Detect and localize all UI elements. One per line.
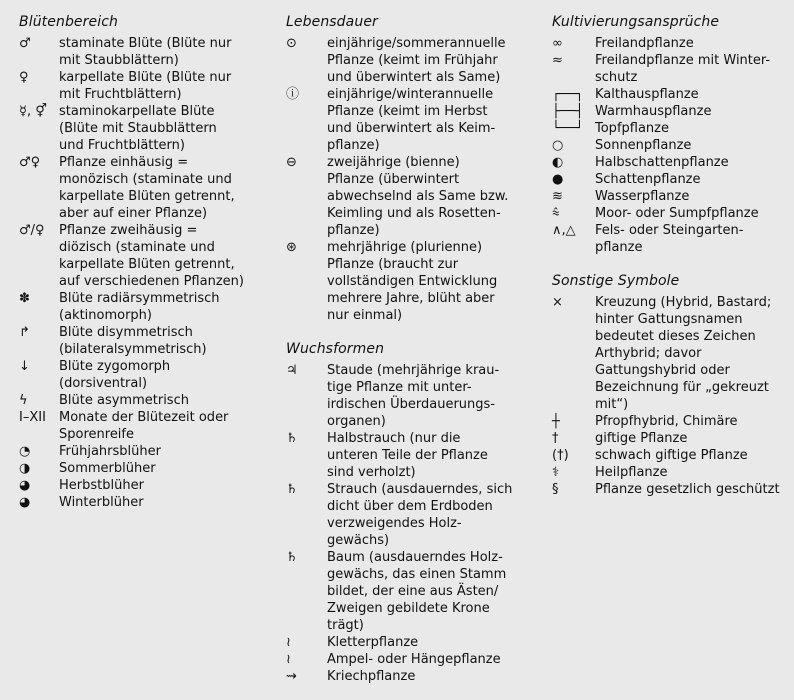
- section-heading: Blütenbereich: [19, 14, 118, 30]
- legend-entry: [552, 137, 788, 154]
- annual-summer-icon: ⊙: [286, 36, 297, 51]
- legend-text: Frühjahrsblüher: [59, 444, 161, 459]
- column-bluetenbereich: [19, 13, 279, 511]
- legend-entry: [552, 35, 788, 52]
- slightly-poisonous-icon: (†): [552, 448, 569, 463]
- legend-text: staminate Blüte (Blüte nur mit Staubblättern): [59, 36, 232, 68]
- legend-entry: [19, 477, 279, 494]
- perennial-herb-icon: ♃: [286, 363, 298, 378]
- radial-symmetry-icon: ✽: [19, 291, 30, 306]
- legend-entry: [552, 103, 788, 120]
- legend-entry: [552, 294, 788, 413]
- legend-entry: [552, 120, 788, 137]
- legend-entry: [286, 651, 536, 668]
- legend-entry: [552, 171, 788, 188]
- spring-bloomer-icon: ◔: [19, 444, 31, 459]
- karpellate-symbol-icon: ♀: [19, 70, 29, 85]
- shrub-icon: ♄: [286, 482, 298, 497]
- legend-text: Warmhauspflanze: [595, 104, 712, 119]
- outdoor-winter-protection-icon: ≈: [552, 53, 563, 68]
- legend-entry: [286, 634, 536, 651]
- legend-entry: [552, 447, 788, 464]
- legend-entry: [286, 430, 536, 481]
- legend-entry: [552, 222, 788, 256]
- legend-text: Topfpflanze: [595, 121, 669, 136]
- legend-text: Kalthauspflanze: [595, 87, 699, 102]
- legend-entry: [19, 35, 279, 69]
- legend-entry: [286, 86, 536, 154]
- hybrid-cross-icon: ×: [552, 295, 563, 310]
- autumn-bloomer-icon: ◕: [19, 478, 31, 493]
- legend-entry: [552, 52, 788, 86]
- legend-text: Baum (ausdauerndes Holz- gewächs, das einen Stamm bildet, der eine aus Ästen/ Zweigen gebildete Krone trägt): [327, 550, 507, 633]
- legend-entry: [286, 239, 536, 324]
- legend-text: einjährige/sommerannuelle Pflanze (keimt im Frühjahr und überwintert als Same): [327, 36, 506, 85]
- legend-entry: [19, 324, 279, 358]
- climber-icon: ≀: [286, 635, 291, 650]
- legend-text: Staude (mehrjährige krau- tige Pflanze mit unter- irdischen Überdauerungs- organen): [327, 363, 500, 429]
- legend-text: Halbschattenpflanze: [595, 155, 729, 170]
- section-heading: Sonstige Symbole: [552, 273, 680, 289]
- legend-text: zweijährige (bienne) Pflanze (überwintert abwechselnd als Same bzw. Keimling und als Rosetten- pflanze): [327, 155, 509, 238]
- section-heading: Lebensdauer: [286, 14, 378, 30]
- legend-text: Blüte radiärsymmetrisch (aktinomorph): [59, 291, 220, 323]
- cold-house-icon: ┌──┐: [552, 87, 584, 102]
- half-shade-icon: ◐: [552, 155, 564, 170]
- legend-entry: [19, 290, 279, 324]
- legend-entry: [286, 668, 536, 685]
- legend-text: einjährige/winterannuelle Pflanze (keimt im Herbst und überwintert als Keim- pflanze): [327, 87, 496, 153]
- legend-entry: [19, 443, 279, 460]
- legend-text: Freilandpflanze mit Winter- schutz: [595, 53, 771, 85]
- legend-entry: [286, 154, 536, 239]
- biennial-icon: ⊖: [286, 155, 297, 170]
- disymmetry-icon: ↱: [19, 325, 30, 340]
- sun-plant-icon: ○: [552, 138, 564, 153]
- legend-entry: [552, 430, 788, 447]
- legend-entry: [19, 154, 279, 222]
- dioecious-symbol-icon: ♂/♀: [19, 223, 45, 238]
- section-heading: Wuchsformen: [286, 341, 385, 357]
- legend-text: Freilandpflanze: [595, 36, 694, 51]
- legend-text: schwach giftige Pflanze: [595, 448, 748, 463]
- legend-entry: [552, 481, 788, 498]
- hanging-plant-icon: ≀: [286, 652, 291, 667]
- legend-text: Kletterpflanze: [327, 635, 419, 650]
- warm-house-icon: ├──┤: [552, 104, 584, 119]
- legend-text: Blüte zygomorph (dorsiventral): [59, 359, 171, 391]
- legend-text: Pfropfhybrid, Chimäre: [595, 414, 738, 429]
- subshrub-icon: ♄: [286, 431, 298, 446]
- legend-text: Pflanze zweihäusig = diözisch (staminate und karpellate Blüten getrennt, auf verschiedenen Pflanzen): [59, 223, 244, 289]
- bog-plant-icon: ⩯: [552, 206, 560, 221]
- legend-entry: [552, 205, 788, 222]
- legend-text: Blüte disymmetrisch (bilateralsymmetrisch): [59, 325, 207, 357]
- legend-text: Halbstrauch (nur die unteren Teile der Pflanze sind verholzt): [327, 431, 488, 480]
- legend-text: staminokarpellate Blüte (Blüte mit Staubblättern und Fruchtblättern): [59, 104, 217, 153]
- legend-text: Blüte asymmetrisch: [59, 393, 189, 408]
- legend-text: Sonnenpflanze: [595, 138, 692, 153]
- legend-entry: [552, 86, 788, 103]
- legend-entry: [286, 549, 536, 634]
- legend-entry: [19, 69, 279, 103]
- staminate-symbol-icon: ♂: [19, 36, 31, 51]
- shade-plant-icon: ●: [552, 172, 564, 187]
- legend-text: Fels- oder Steingarten- pflanze: [595, 223, 744, 255]
- column-lebensdauer-wuchsformen: [286, 13, 536, 685]
- tree-icon: ♄: [286, 550, 298, 565]
- column-kultivierung-sonstige: [552, 13, 788, 498]
- graft-hybrid-icon: ┼: [552, 414, 560, 429]
- section-heading: Kultivierungsansprüche: [552, 14, 720, 30]
- medicinal-plant-icon: ⚕: [552, 465, 560, 480]
- legend-text: Kreuzung (Hybrid, Bastard; hinter Gattungsnamen bedeutet dieses Zeichen Arthybrid; davor Gattungshybrid oder Bezeichnung für „gekreuzt mit“): [595, 295, 772, 412]
- summer-bloomer-icon: ◑: [19, 461, 31, 476]
- annual-winter-icon: ⓘ: [286, 87, 300, 102]
- legend-entry: [552, 413, 788, 430]
- poisonous-icon: †: [552, 431, 559, 446]
- legend-text: Moor- oder Sumpfpflanze: [595, 206, 759, 221]
- legend-entry: [286, 35, 536, 86]
- legend-entry: [552, 154, 788, 171]
- legend-text: Kriechpflanze: [327, 669, 416, 684]
- legend-entry: [552, 464, 788, 481]
- legend-entry: [19, 222, 279, 290]
- legend-text: Sommerblüher: [59, 461, 156, 476]
- pot-plant-icon: └──┘: [552, 121, 584, 136]
- legend-text: giftige Pflanze: [595, 431, 688, 446]
- legend-text: Schattenpflanze: [595, 172, 701, 187]
- winter-bloomer-icon: ◕: [19, 495, 31, 510]
- rock-garden-icon: ∧,△: [552, 223, 576, 238]
- legend-text: Pflanze einhäusig = monözisch (staminate und karpellate Blüten getrennt, aber auf einer Pflanze): [59, 155, 235, 221]
- pluriennial-icon: ⊛: [286, 240, 297, 255]
- legend-entry: [19, 494, 279, 511]
- water-plant-icon: ≋: [552, 189, 563, 204]
- legend-text: karpellate Blüte (Blüte nur mit Fruchtblättern): [59, 70, 232, 102]
- legend-entry: [552, 188, 788, 205]
- creeper-icon: ⇝: [286, 669, 297, 684]
- legend-entry: [286, 481, 536, 549]
- legend-entry: [19, 358, 279, 392]
- legend-text: Pflanze gesetzlich geschützt: [595, 482, 780, 497]
- legend-text: Winterblüher: [59, 495, 144, 510]
- legend-text: Wasserpflanze: [595, 189, 690, 204]
- legend-text: Strauch (ausdauerndes, sich dicht über dem Erdboden verzweigendes Holz- gewächs): [327, 482, 513, 548]
- legend-text: Heilpflanze: [595, 465, 668, 480]
- legend-text: Monate der Blütezeit oder Sporenreife: [59, 410, 229, 442]
- legend-entry: [19, 409, 279, 443]
- protected-plant-icon: §: [552, 482, 559, 497]
- asymmetry-icon: ϟ: [19, 393, 28, 408]
- staminokarpellate-symbol-icon: ☿, ⚥: [19, 104, 47, 119]
- zygomorph-arrow-icon: ↓: [19, 359, 30, 374]
- legend-entry: [286, 362, 536, 430]
- legend-entry: [19, 103, 279, 154]
- outdoor-plant-icon: ∞: [552, 36, 563, 51]
- legend-text: Herbstblüher: [59, 478, 144, 493]
- legend-text: Ampel- oder Hängepflanze: [327, 652, 501, 667]
- months-range-label: I–XII: [19, 410, 46, 425]
- legend-entry: [19, 392, 279, 409]
- monoecious-symbol-icon: ♂♀: [19, 155, 41, 170]
- legend-text: mehrjährige (plurienne) Pflanze (braucht zur vollständigen Entwicklung mehrere Jahre, blüht aber nur einmal): [327, 240, 498, 323]
- legend-entry: [19, 460, 279, 477]
